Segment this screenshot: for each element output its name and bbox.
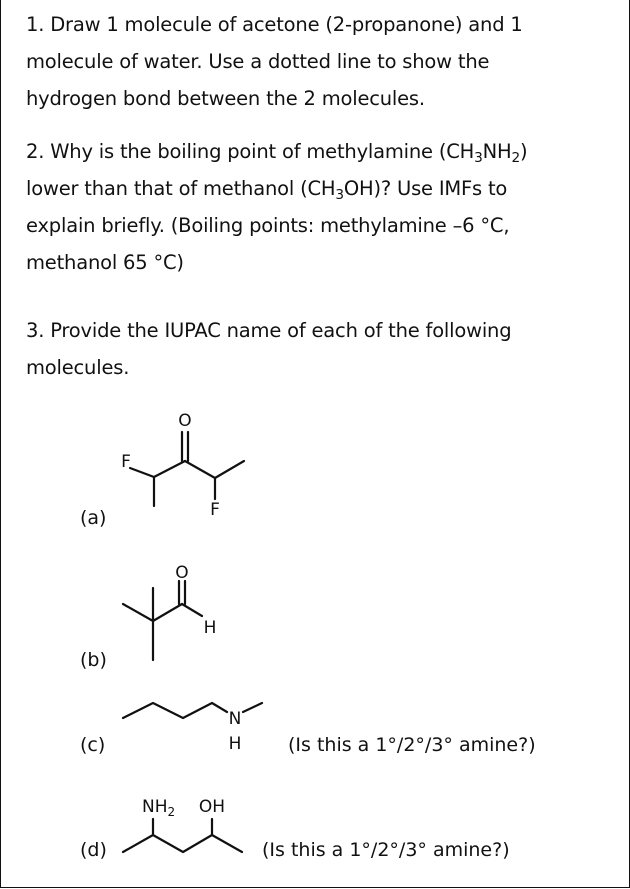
oxygen-atom: O — [175, 563, 189, 583]
amine-question-note: (Is this a 1°/2°/3° amine?) — [288, 734, 536, 756]
q2-text: 2. Why is the boiling point of methylamine (CH — [26, 140, 475, 163]
q2-text: OH)? Use IMFs to — [343, 177, 508, 200]
subscript: 2 — [167, 805, 176, 819]
molecule-d-label: (d) — [80, 839, 107, 861]
question-3-line: 3. Provide the IUPAC name of each of the following — [26, 319, 512, 342]
question-1-line: molecule of water. Use a dotted line to show the — [26, 50, 490, 73]
carbon-chain — [123, 835, 242, 852]
nitrogen-atom: N — [228, 709, 242, 729]
question-3-line: molecules. — [26, 356, 130, 379]
hydroxyl-group: OH — [198, 797, 226, 817]
hydrogen-atom: H — [228, 734, 242, 754]
subscript: 3 — [335, 187, 344, 204]
question-1-line: hydrogen bond between the 2 molecules. — [26, 87, 425, 110]
oxygen-atom: O — [178, 411, 192, 431]
q2-text: lower than that of methanol (CH — [26, 177, 336, 200]
amino-label: NH — [142, 797, 168, 817]
amino-group — [142, 797, 175, 819]
q2-text: ) — [519, 140, 528, 163]
molecule-c-label: (c) — [80, 734, 106, 756]
molecule-a-label: (a) — [80, 507, 107, 529]
fluorine-atom: F — [121, 452, 131, 472]
hydrogen-atom: H — [203, 618, 217, 638]
q2-text: NH — [482, 140, 512, 163]
question-2-line: methanol 65 °C) — [26, 251, 184, 274]
subscript: 2 — [511, 150, 520, 167]
fluorine-atom: F — [210, 500, 220, 520]
subscript: 3 — [474, 150, 483, 167]
molecule-b-label: (b) — [80, 649, 107, 671]
question-2-line: explain briefly. (Boiling points: methylamine –6 °C, — [26, 214, 510, 237]
question-1-line: 1. Draw 1 molecule of acetone (2-propanone) and 1 — [26, 13, 523, 36]
amine-question-note: (Is this a 1°/2°/3° amine?) — [262, 839, 510, 861]
